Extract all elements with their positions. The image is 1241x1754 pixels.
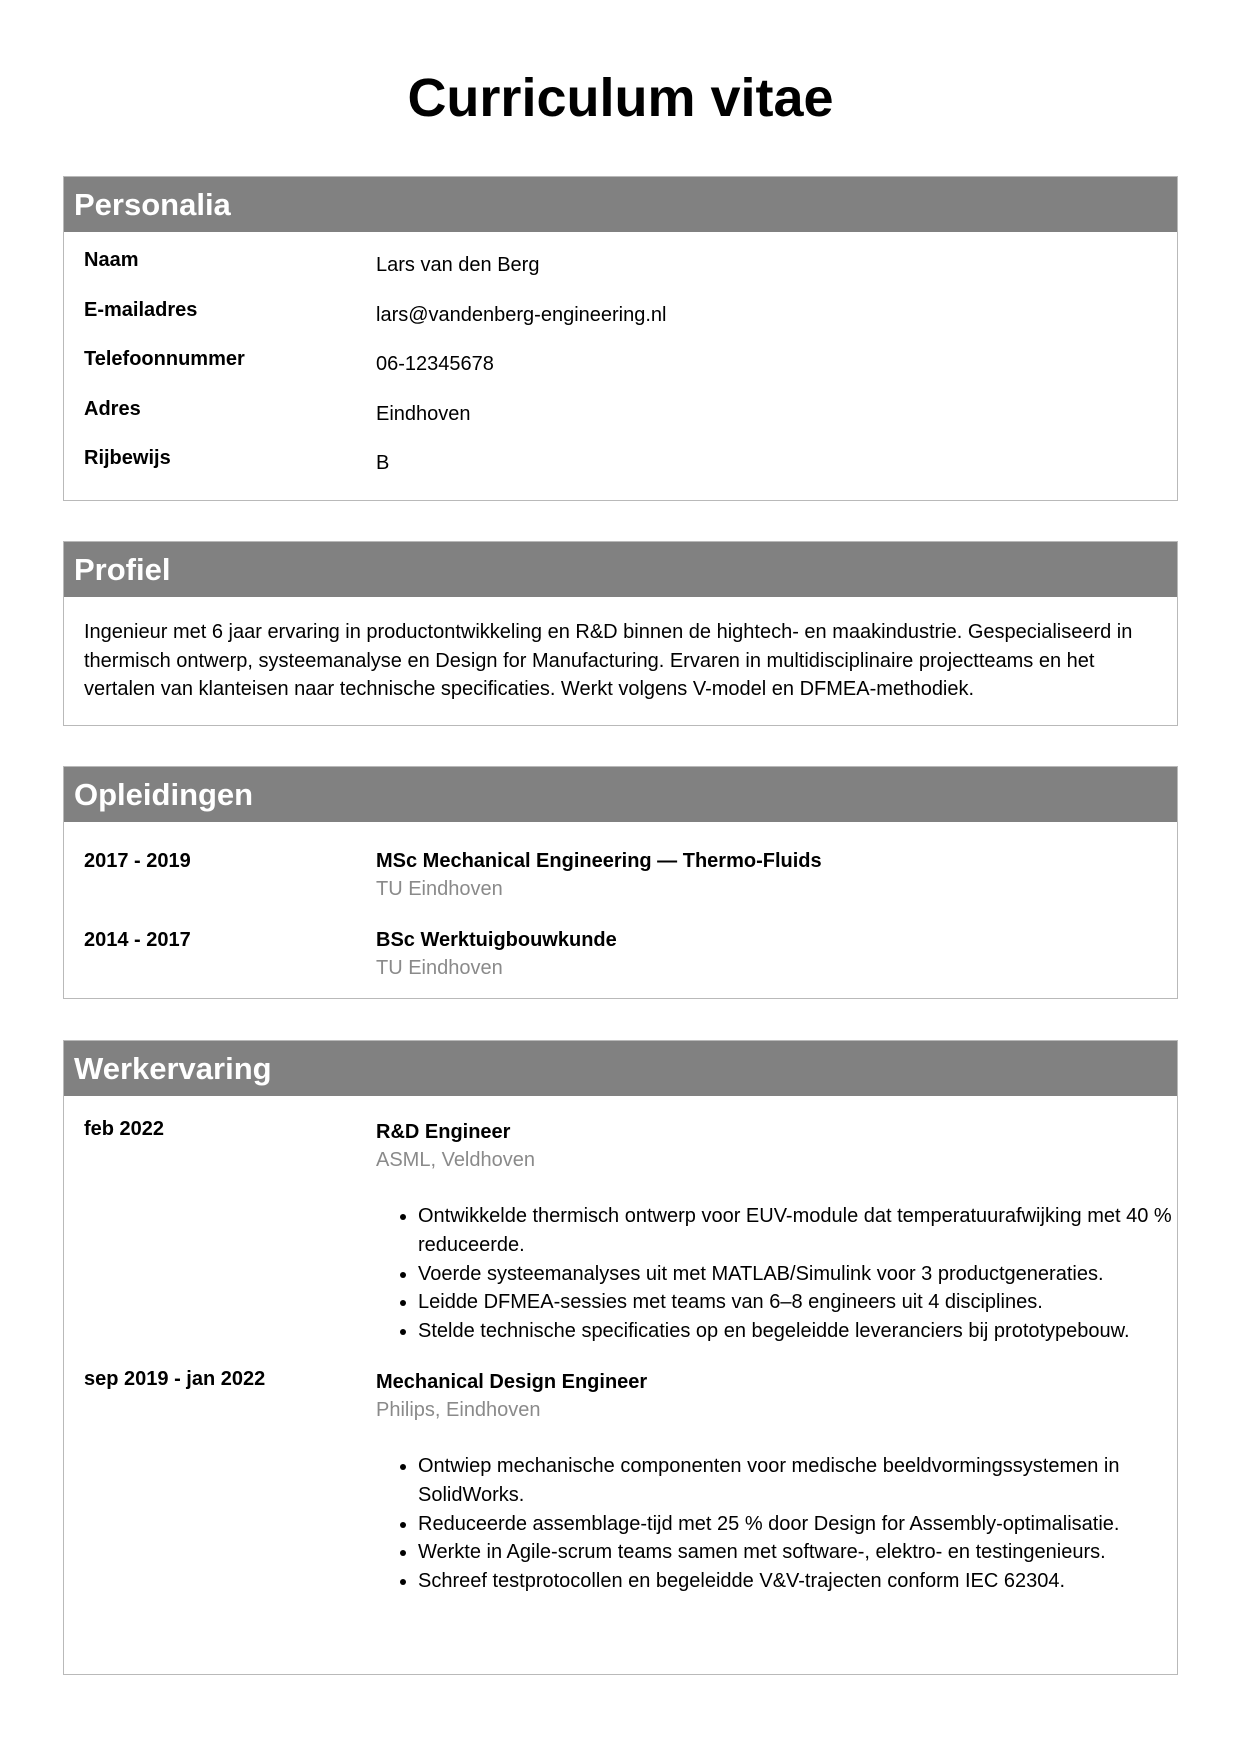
job-bullet: • Ontwikkelde thermisch ontwerp voor EUV-module dat temperatuurafwijking met 40 % reduceerde. [418, 1202, 1177, 1260]
personalia-row-email [64, 296, 1177, 346]
education-item [64, 847, 1177, 926]
profiel-heading: Profiel [64, 542, 1177, 597]
job-bullet: • Stelde technische specificaties op en begeleidde leveranciers bij prototypebouw. [418, 1317, 1177, 1346]
personalia-heading: Personalia [64, 177, 1177, 232]
job-bullet: • Schreef testprotocollen en begeleidde V&V-trajecten conform IEC 62304. [418, 1567, 1177, 1596]
profiel-text: Ingenieur met 6 jaar ervaring in productontwikkeling en R&D binnen de hightech- en maakindustrie. Gespecialiseerd in thermisch ontwerp, systeemanalyse en Design for Manufacturing. Ervaren in multidisciplinaire projectteams en het vertalen van klanteisen naar technische specificaties. Werkt volgens V-model en DFMEA-methodiek. [84, 621, 1133, 700]
job-bullet: • Voerde systeemanalyses uit met MATLAB/Simulink voor 3 productgeneraties. [418, 1260, 1177, 1289]
field-label: Telefoonnummer [84, 348, 245, 370]
page-title: Curriculum vitae [407, 68, 834, 128]
job-title: Mechanical Design Engineer [376, 1370, 648, 1393]
education-item [64, 926, 1177, 1005]
personalia-row-name [64, 246, 1177, 296]
job-title: R&D Engineer [376, 1121, 511, 1143]
education-period: 2017 - 2019 [84, 850, 191, 872]
field-label: E-mailadres [84, 298, 198, 321]
job-item [64, 1368, 1177, 1596]
opleidingen-section [63, 766, 1178, 999]
job-bullet: • Reduceerde assemblage-tijd met 25 % door Design for Assembly-optimalisatie. [418, 1510, 1177, 1539]
werkervaring-heading: Werkervaring [64, 1041, 1177, 1096]
personalia-section [63, 176, 1178, 501]
field-value: 06-12345678 [376, 353, 494, 375]
education-title: BSc Werktuigbouwkunde [376, 929, 617, 951]
personalia-row-address [64, 395, 1177, 445]
werkervaring-section [63, 1040, 1178, 1675]
job-company: Philips, Eindhoven [376, 1398, 541, 1421]
profiel-section [63, 541, 1178, 726]
job-item [64, 1118, 1177, 1346]
job-bullets [376, 1202, 1177, 1346]
field-label: Rijbewijs [84, 447, 171, 469]
personalia-row-license [64, 444, 1177, 494]
personalia-row-phone [64, 345, 1177, 395]
field-value: lars@vandenberg-engineering.nl [376, 303, 667, 326]
job-bullet: • Leidde DFMEA-sessies met teams van 6–8 engineers uit 4 disciplines. [418, 1288, 1177, 1317]
job-period: sep 2019 - jan 2022 [84, 1367, 266, 1390]
field-label: Naam [84, 249, 139, 271]
field-value: Eindhoven [376, 402, 471, 425]
job-bullets [376, 1452, 1177, 1596]
education-institution: TU Eindhoven [376, 878, 503, 900]
job-period: feb 2022 [84, 1118, 165, 1140]
field-value: Lars van den Berg [376, 254, 540, 276]
field-label: Adres [84, 397, 141, 420]
field-value: B [376, 452, 390, 474]
job-bullet: • Werkte in Agile-scrum teams samen met software-, elektro- en testingenieurs. [418, 1538, 1177, 1567]
job-bullet: • Ontwiep mechanische componenten voor medische beeldvormingssystemen in SolidWorks. [418, 1452, 1177, 1510]
education-title: MSc Mechanical Engineering — Thermo-Fluids [376, 850, 822, 872]
job-company: ASML, Veldhoven [376, 1149, 535, 1171]
education-period: 2014 - 2017 [84, 929, 191, 951]
education-institution: TU Eindhoven [376, 957, 503, 979]
opleidingen-heading: Opleidingen [64, 767, 1177, 822]
